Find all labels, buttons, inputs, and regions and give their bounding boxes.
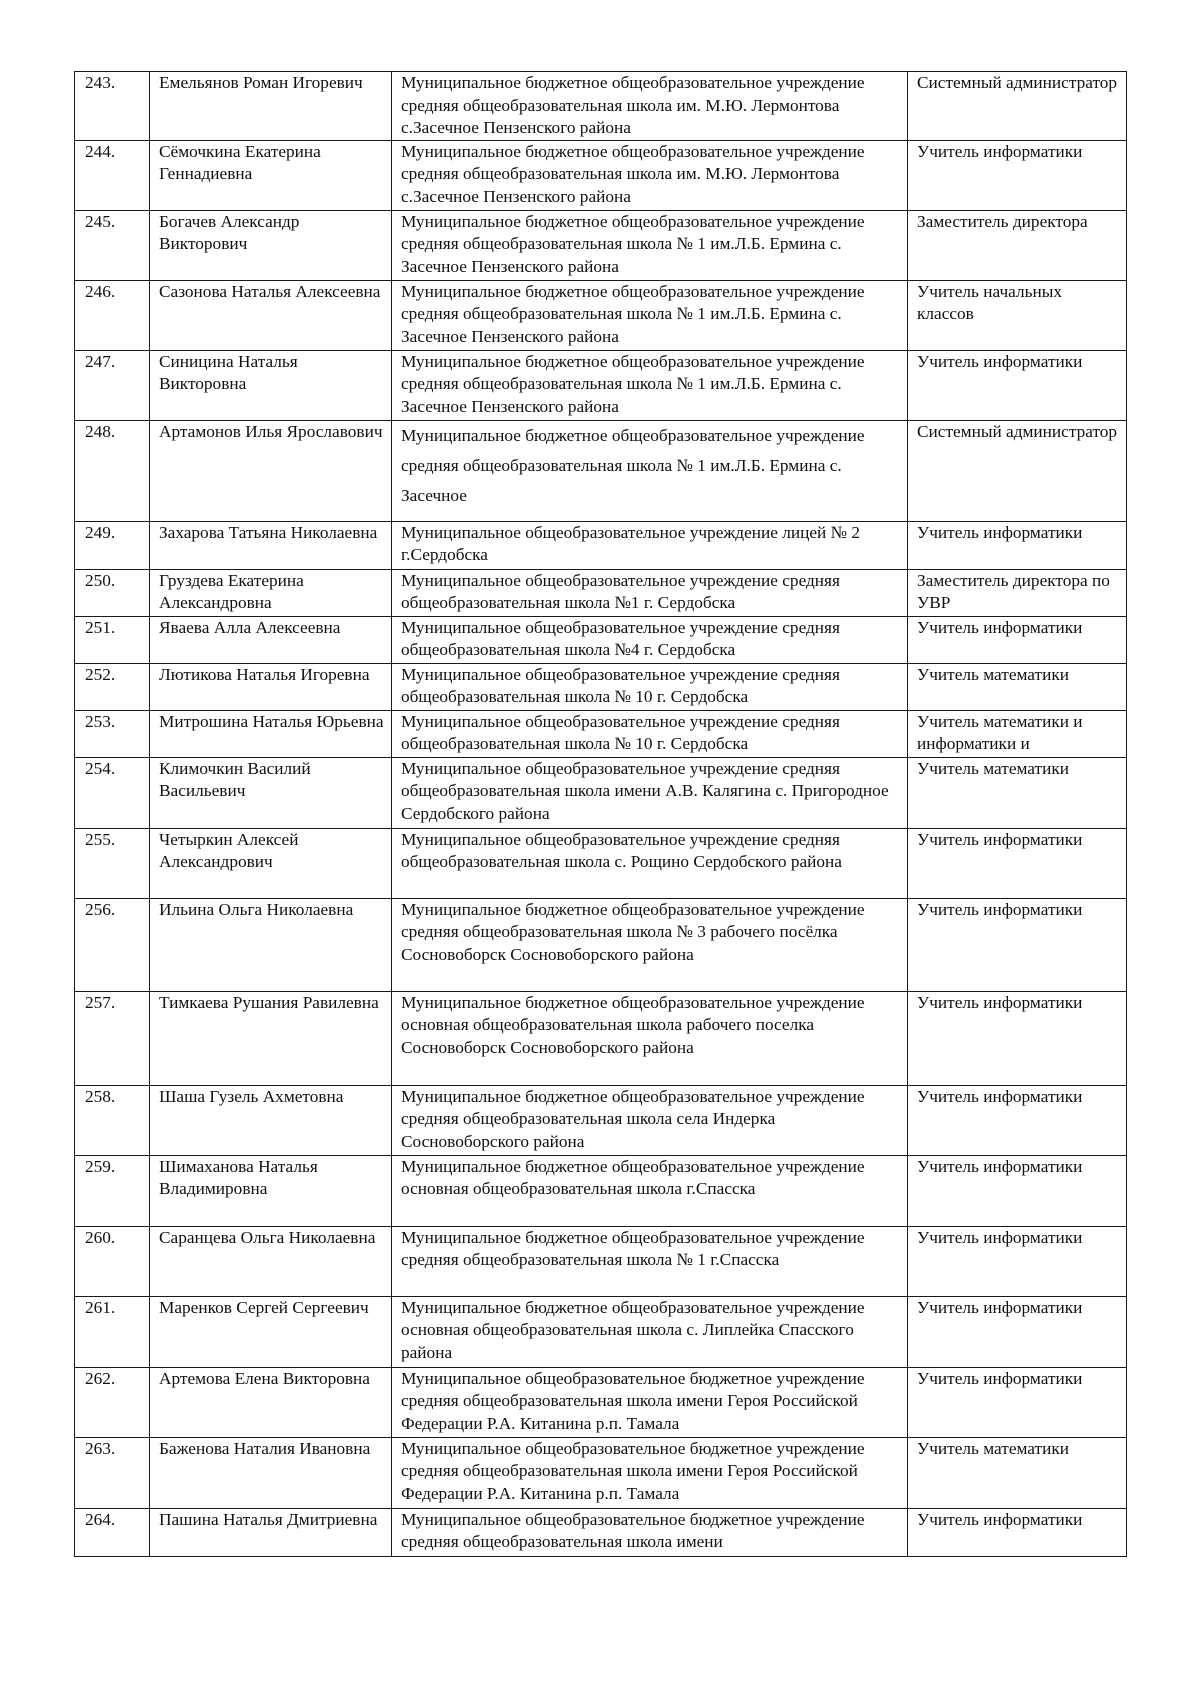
person-name: Четыркин Алексей Александрович — [150, 828, 392, 898]
job-position: Учитель информатики — [908, 1296, 1127, 1367]
job-position: Учитель информатики — [908, 1085, 1127, 1155]
table-row — [75, 898, 1127, 991]
row-number: 253. — [75, 710, 150, 757]
row-number: 259. — [75, 1155, 150, 1226]
organization: Муниципальное общеобразовательное учреждение средняя общеобразовательная школа № 10 г. Сердобска — [392, 710, 908, 757]
table-row — [75, 1508, 1127, 1556]
table-row — [75, 1085, 1127, 1155]
organization: Муниципальное общеобразовательное бюджетное учреждение средняя общеобразовательная школа имени Героя Российской Федерации Р.А. Китанина р.п. Тамала — [392, 1437, 908, 1508]
job-position: Учитель информатики — [908, 616, 1127, 663]
table-row — [75, 1155, 1127, 1226]
organization: Муниципальное бюджетное общеобразовательное учреждение средняя общеобразовательная школа села Индерка Сосновоборского района — [392, 1085, 908, 1155]
row-number: 244. — [75, 140, 150, 210]
job-position: Учитель начальных классов — [908, 280, 1127, 350]
organization: Муниципальное бюджетное общеобразовательное учреждение средняя общеобразовательная школа № 3 рабочего посёлка Сосновоборск Сосновоборского района — [392, 898, 908, 991]
person-name: Артемова Елена Викторовна — [150, 1367, 392, 1437]
person-name: Емельянов Роман Игоревич — [150, 72, 392, 141]
organization: Муниципальное общеобразовательное бюджетное учреждение средняя общеобразовательная школа имени Героя Российской Федерации Р.А. Китанина р.п. Тамала — [392, 1367, 908, 1437]
person-name: Маренков Сергей Сергеевич — [150, 1296, 392, 1367]
row-number: 251. — [75, 616, 150, 663]
organization: Муниципальное общеобразовательное учреждение средняя общеобразовательная школа №4 г. Сердобска — [392, 616, 908, 663]
job-position: Учитель информатики — [908, 521, 1127, 569]
row-number: 257. — [75, 991, 150, 1085]
table-row — [75, 350, 1127, 420]
row-number: 255. — [75, 828, 150, 898]
row-number: 250. — [75, 569, 150, 616]
row-number: 260. — [75, 1226, 150, 1296]
organization: Муниципальное общеобразовательное бюджетное учреждение средняя общеобразовательная школа имени — [392, 1508, 908, 1556]
organization: Муниципальное бюджетное общеобразовательное учреждение основная общеобразовательная школа рабочего поселка Сосновоборск Сосновоборского района — [392, 991, 908, 1085]
table-row — [75, 1367, 1127, 1437]
table-row — [75, 521, 1127, 569]
table-row — [75, 828, 1127, 898]
job-position: Учитель информатики — [908, 1226, 1127, 1296]
table-row — [75, 1226, 1127, 1296]
staff-table-body — [75, 72, 1127, 1557]
person-name: Яваева Алла Алексеевна — [150, 616, 392, 663]
table-row — [75, 663, 1127, 710]
organization: Муниципальное бюджетное общеобразовательное учреждение средняя общеобразовательная школа № 1 им.Л.Б. Ермина с. Засечное Пензенского района — [392, 350, 908, 420]
person-name: Саранцева Ольга Николаевна — [150, 1226, 392, 1296]
row-number: 245. — [75, 210, 150, 280]
table-row — [75, 210, 1127, 280]
table-row — [75, 569, 1127, 616]
organization: Муниципальное общеобразовательное учреждение лицей № 2 г.Сердобска — [392, 521, 908, 569]
table-row — [75, 991, 1127, 1085]
job-position: Учитель информатики — [908, 828, 1127, 898]
row-number: 252. — [75, 663, 150, 710]
person-name: Артамонов Илья Ярославович — [150, 420, 392, 521]
organization: Муниципальное общеобразовательное учреждение средняя общеобразовательная школа с. Рощино Сердобского района — [392, 828, 908, 898]
table-row — [75, 710, 1127, 757]
job-position: Учитель информатики — [908, 350, 1127, 420]
person-name: Пашина Наталья Дмитриевна — [150, 1508, 392, 1556]
organization: Муниципальное общеобразовательное учреждение средняя общеобразовательная школа №1 г. Сердобска — [392, 569, 908, 616]
table-row — [75, 1296, 1127, 1367]
job-position: Учитель математики и информатики и — [908, 710, 1127, 757]
table-row — [75, 72, 1127, 141]
organization: Муниципальное бюджетное общеобразовательное учреждение средняя общеобразовательная школа № 1 г.Спасска — [392, 1226, 908, 1296]
organization: Муниципальное бюджетное общеобразовательное учреждение основная общеобразовательная школа с. Липлейка Спасского района — [392, 1296, 908, 1367]
person-name: Баженова Наталия Ивановна — [150, 1437, 392, 1508]
row-number: 261. — [75, 1296, 150, 1367]
row-number: 263. — [75, 1437, 150, 1508]
job-position: Учитель информатики — [908, 991, 1127, 1085]
person-name: Груздева Екатерина Александровна — [150, 569, 392, 616]
row-number: 243. — [75, 72, 150, 141]
row-number: 246. — [75, 280, 150, 350]
organization: Муниципальное бюджетное общеобразовательное учреждение основная общеобразовательная школа г.Спасска — [392, 1155, 908, 1226]
job-position: Учитель информатики — [908, 898, 1127, 991]
row-number: 258. — [75, 1085, 150, 1155]
row-number: 247. — [75, 350, 150, 420]
job-position: Системный администратор — [908, 72, 1127, 141]
person-name: Лютикова Наталья Игоревна — [150, 663, 392, 710]
table-row — [75, 1437, 1127, 1508]
job-position: Учитель математики — [908, 1437, 1127, 1508]
job-position: Учитель информатики — [908, 1155, 1127, 1226]
person-name: Тимкаева Рушания Равилевна — [150, 991, 392, 1085]
person-name: Климочкин Василий Васильевич — [150, 757, 392, 828]
organization: Муниципальное бюджетное общеобразовательное учреждение средняя общеобразовательная школа № 1 им.Л.Б. Ермина с. Засечное — [392, 420, 908, 521]
row-number: 264. — [75, 1508, 150, 1556]
row-number: 254. — [75, 757, 150, 828]
table-row — [75, 140, 1127, 210]
organization: Муниципальное общеобразовательное учреждение средняя общеобразовательная школа имени А.В. Калягина с. Пригородное Сердобского района — [392, 757, 908, 828]
organization: Муниципальное общеобразовательное учреждение средняя общеобразовательная школа № 10 г. Сердобска — [392, 663, 908, 710]
organization: Муниципальное бюджетное общеобразовательное учреждение средняя общеобразовательная школа им. М.Ю. Лермонтова с.Засечное Пензенского района — [392, 72, 908, 141]
job-position: Учитель информатики — [908, 1367, 1127, 1437]
person-name: Сазонова Наталья Алексеевна — [150, 280, 392, 350]
table-row — [75, 420, 1127, 521]
job-position: Учитель информатики — [908, 1508, 1127, 1556]
person-name: Шимаханова Наталья Владимировна — [150, 1155, 392, 1226]
person-name: Захарова Татьяна Николаевна — [150, 521, 392, 569]
person-name: Шаша Гузель Ахметовна — [150, 1085, 392, 1155]
person-name: Ильина Ольга Николаевна — [150, 898, 392, 991]
organization: Муниципальное бюджетное общеобразовательное учреждение средняя общеобразовательная школа № 1 им.Л.Б. Ермина с. Засечное Пензенского района — [392, 280, 908, 350]
row-number: 248. — [75, 420, 150, 521]
job-position: Заместитель директора — [908, 210, 1127, 280]
job-position: Системный администратор — [908, 420, 1127, 521]
job-position: Учитель информатики — [908, 140, 1127, 210]
table-row — [75, 616, 1127, 663]
organization: Муниципальное бюджетное общеобразовательное учреждение средняя общеобразовательная школа № 1 им.Л.Б. Ермина с. Засечное Пензенского района — [392, 210, 908, 280]
job-position: Заместитель директора по УВР — [908, 569, 1127, 616]
job-position: Учитель математики — [908, 663, 1127, 710]
job-position: Учитель математики — [908, 757, 1127, 828]
row-number: 262. — [75, 1367, 150, 1437]
person-name: Синицина Наталья Викторовна — [150, 350, 392, 420]
person-name: Богачев Александр Викторович — [150, 210, 392, 280]
row-number: 249. — [75, 521, 150, 569]
staff-table — [74, 71, 1127, 1557]
row-number: 256. — [75, 898, 150, 991]
table-row — [75, 757, 1127, 828]
person-name: Митрошина Наталья Юрьевна — [150, 710, 392, 757]
table-row — [75, 280, 1127, 350]
organization: Муниципальное бюджетное общеобразовательное учреждение средняя общеобразовательная школа им. М.Ю. Лермонтова с.Засечное Пензенского района — [392, 140, 908, 210]
person-name: Сёмочкина Екатерина Геннадиевна — [150, 140, 392, 210]
